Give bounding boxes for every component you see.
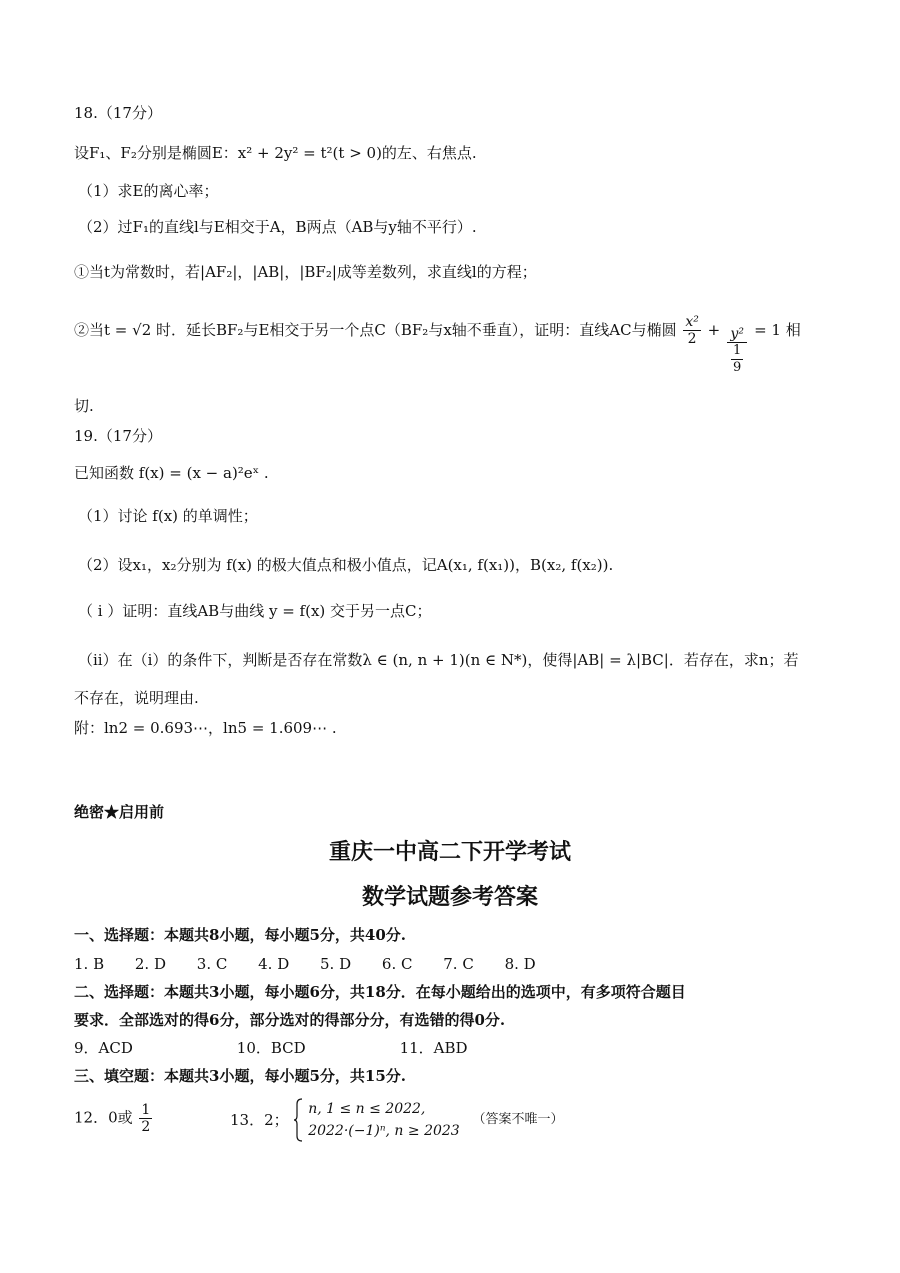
answer-item: 6. C [381, 955, 413, 973]
q19-note: 附：ln2 = 0.693⋯，ln5 = 1.609⋯ . [74, 719, 337, 737]
answer-item: 11．ABD [399, 1039, 468, 1057]
answer-item: 9．ACD [74, 1039, 133, 1057]
section1-heading: 一、选择题：本题共8小题，每小题5分，共40分. [74, 926, 406, 944]
answer-12 [74, 1102, 154, 1135]
q19-intro: 已知函数 f(x) = (x − a)²eˣ . [74, 464, 269, 482]
section3-heading: 三、填空题：本题共3小题，每小题5分，共15分. [74, 1067, 406, 1085]
q18-heading: 18.（17分） [74, 104, 162, 122]
section2-answers [74, 1038, 468, 1058]
section1-answers [74, 954, 562, 974]
plus-sign: + [707, 321, 721, 339]
frac-x-num: x² [685, 314, 699, 330]
frac-y-den-num: 1 [733, 342, 742, 358]
frac-x-den: 2 [687, 331, 697, 347]
section2-heading-line2: 要求．全部选对的得6分，部分选对的得部分分，有选错的得0分. [74, 1011, 506, 1029]
section2-heading-line1: 二、选择题：本题共3小题，每小题6分，共18分．在每小题给出的选项中，有多项符合题目 [74, 983, 686, 1001]
q18-part2b-text: ②当t = √2 时．延长BF₂与E相交于另一个点C（BF₂与x轴不垂直），证明：直线AC与椭圆 [74, 321, 677, 339]
q18-part2b-cont: 切. [74, 397, 94, 415]
q18-part2b-tail: = 1 相 [754, 321, 801, 339]
answer-13-cases [308, 1098, 460, 1142]
answer-item: 7. C [443, 955, 474, 973]
q18-part2a: ①当t为常数时，若|AF₂|，|AB|，|BF₂|成等差数列，求直线l的方程； [74, 263, 537, 281]
q18-part1: （1）求E的离心率； [78, 182, 219, 200]
q19-part-ii-cont: 不存在，说明理由. [74, 689, 199, 707]
q19-part2: （2）设x₁，x₂分别为 f(x) 的极大值点和极小值点，记A(x₁, f(x₁))，B(x₂, f(x₂)). [78, 556, 614, 574]
q19-part-ii: （ii）在（i）的条件下，判断是否存在常数λ ∈ (n, n + 1)(n ∈ N*)，使得|AB| = λ|BC|．若存在，求n；若 [78, 651, 799, 669]
frac-y-den [727, 343, 747, 376]
q19-part-i: （ i ）证明：直线AB与曲线 y = f(x) 交于另一点C； [78, 602, 432, 620]
answer-item: 1. B [74, 955, 105, 973]
answer-12-text: 12．0或 [74, 1108, 133, 1127]
answer-subtitle: 数学试题参考答案 [361, 884, 538, 910]
answer-title: 重庆一中高二下开学考试 [328, 839, 571, 865]
secret-label: 绝密★启用前 [74, 803, 165, 821]
answer-12-fraction [139, 1102, 152, 1135]
q18-intro: 设F₁、F₂分别是椭圆E：x² + 2y² = t²(t > 0)的左、右焦点. [74, 144, 477, 162]
ellipse-fraction-x [683, 314, 701, 347]
q18-part2b [74, 314, 801, 376]
answer-13 [230, 1098, 564, 1142]
left-brace-icon [293, 1098, 303, 1142]
q19-heading: 19.（17分） [74, 427, 162, 445]
frac-y-den-fraction [731, 343, 743, 376]
frac-y-den-den: 9 [733, 359, 742, 375]
answer-item: 3. C [196, 955, 228, 973]
answer-13-case2: 2022·(−1)ⁿ, n ≥ 2023 [308, 1123, 460, 1139]
answer-12-num: 1 [141, 1102, 151, 1118]
ellipse-fraction-y [727, 326, 747, 376]
q18-part2: （2）过F₁的直线l与E相交于A，B两点（AB与y轴不平行）. [78, 218, 477, 236]
answer-item: 5. D [320, 955, 352, 973]
answer-item: 10．BCD [236, 1039, 306, 1057]
q19-part1: （1）讨论 f(x) 的单调性； [78, 507, 258, 525]
answer-13-case1: n, 1 ≤ n ≤ 2022, [308, 1101, 426, 1117]
answer-13-text: 13．2； [230, 1111, 289, 1129]
answer-item: 4. D [258, 955, 290, 973]
frac-y-num: y² [727, 326, 747, 343]
answer-12-den: 2 [141, 1119, 151, 1135]
answer-item: 8. D [504, 955, 536, 973]
answer-13-note: （答案不唯一） [472, 1112, 564, 1127]
answer-item: 2. D [134, 955, 166, 973]
